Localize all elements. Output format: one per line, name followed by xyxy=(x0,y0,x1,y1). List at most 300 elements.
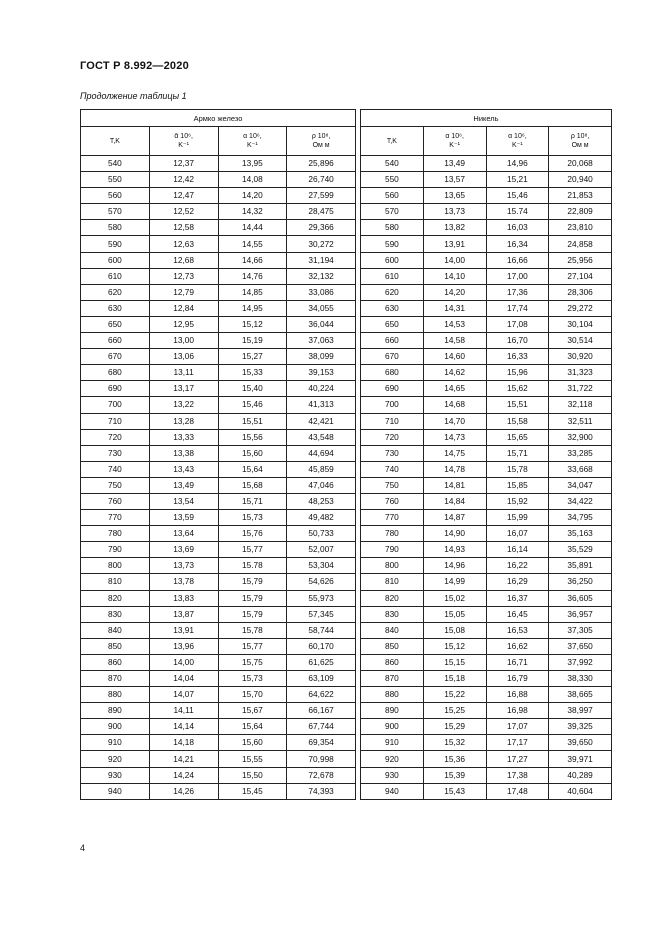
table-cell: 38,665 xyxy=(549,687,612,703)
table-row xyxy=(361,638,612,654)
table-cell: 16,98 xyxy=(486,703,549,719)
table-row xyxy=(361,365,612,381)
table-cell: 14,76 xyxy=(218,268,287,284)
table-cell: 15,78 xyxy=(486,461,549,477)
table-cell: 13,73 xyxy=(423,204,486,220)
table-cell: 580 xyxy=(361,220,424,236)
table-cell: 770 xyxy=(81,510,150,526)
table-cell: 13,91 xyxy=(423,236,486,252)
table-cell: 14,65 xyxy=(423,381,486,397)
table-cell: 890 xyxy=(361,703,424,719)
table-cell: 15,39 xyxy=(423,767,486,783)
table-cell: 880 xyxy=(81,687,150,703)
table-cell: 920 xyxy=(361,751,424,767)
table-row xyxy=(81,510,356,526)
table-cell: 600 xyxy=(361,252,424,268)
table-row xyxy=(361,252,612,268)
column-header-unit: K⁻¹ xyxy=(449,142,460,149)
table-cell: 12,73 xyxy=(149,268,218,284)
table-cell: 790 xyxy=(81,542,150,558)
column-header-unit: Ом м xyxy=(312,142,330,149)
table-caption: Продолжение таблицы 1 xyxy=(80,91,187,101)
table-cell: 14,78 xyxy=(423,461,486,477)
table-cell: 14,66 xyxy=(218,252,287,268)
table-row xyxy=(81,493,356,509)
table-cell: 15,71 xyxy=(218,493,287,509)
table-row xyxy=(81,268,356,284)
table-row xyxy=(361,429,612,445)
column-header xyxy=(287,127,356,156)
table-cell: 620 xyxy=(81,284,150,300)
table-row xyxy=(81,638,356,654)
table-cell: 16,71 xyxy=(486,654,549,670)
table-cell: 14,44 xyxy=(218,220,287,236)
table-cell: 34,795 xyxy=(549,510,612,526)
table-cell: 64,622 xyxy=(287,687,356,703)
table-cell: 42,421 xyxy=(287,413,356,429)
table-cell: 37,992 xyxy=(549,654,612,670)
table-cell: 750 xyxy=(81,477,150,493)
table-cell: 830 xyxy=(81,606,150,622)
table-row xyxy=(81,300,356,316)
table-cell: 16,62 xyxy=(486,638,549,654)
table-cell: 14,58 xyxy=(423,333,486,349)
table-row xyxy=(81,461,356,477)
table-row xyxy=(81,735,356,751)
table-cell: 32,511 xyxy=(549,413,612,429)
table-cell: 13,49 xyxy=(149,477,218,493)
table-cell: 15,71 xyxy=(486,445,549,461)
table-cell: 34,422 xyxy=(549,493,612,509)
table-cell: 15,29 xyxy=(423,719,486,735)
table-row xyxy=(81,349,356,365)
table-cell: 940 xyxy=(361,783,424,799)
table-cell: 820 xyxy=(81,590,150,606)
table-row xyxy=(361,493,612,509)
table-cell: 15,22 xyxy=(423,687,486,703)
table-cell: 14,10 xyxy=(423,268,486,284)
table-cell: 12,79 xyxy=(149,284,218,300)
table-cell: 840 xyxy=(81,622,150,638)
column-header-unit: Ом м xyxy=(571,142,589,149)
table-cell: 15,18 xyxy=(423,671,486,687)
table-row xyxy=(81,445,356,461)
column-header xyxy=(81,127,150,156)
table-cell: 27,599 xyxy=(287,188,356,204)
document-title: ГОСТ Р 8.992—2020 xyxy=(80,60,189,72)
table-cell: 570 xyxy=(81,204,150,220)
table-cell: 39,971 xyxy=(549,751,612,767)
table-cell: 66,167 xyxy=(287,703,356,719)
table-cell: 14,14 xyxy=(149,719,218,735)
table-cell: 38,099 xyxy=(287,349,356,365)
table-cell: 610 xyxy=(361,268,424,284)
table-cell: 27,104 xyxy=(549,268,612,284)
group-header-nickel: Никель xyxy=(361,110,612,127)
table-cell: 700 xyxy=(361,397,424,413)
table-row xyxy=(361,284,612,300)
table-cell: 15,15 xyxy=(423,654,486,670)
table-cell: 15,60 xyxy=(218,735,287,751)
column-header-unit: K⁻¹ xyxy=(178,142,189,149)
table-cell: 13,64 xyxy=(149,526,218,542)
table-cell: 12,52 xyxy=(149,204,218,220)
table-cell: 50,733 xyxy=(287,526,356,542)
table-cell: 14,21 xyxy=(149,751,218,767)
table-cell: 13,49 xyxy=(423,156,486,172)
table-cell: 47,046 xyxy=(287,477,356,493)
column-header-line: T,K xyxy=(386,137,397,145)
table-cell: 830 xyxy=(361,606,424,622)
table-cell: 45,859 xyxy=(287,461,356,477)
table-cell: 550 xyxy=(361,172,424,188)
table-cell: 52,007 xyxy=(287,542,356,558)
table-cell: 14,96 xyxy=(486,156,549,172)
table-cell: 36,957 xyxy=(549,606,612,622)
table-cell: 710 xyxy=(361,413,424,429)
table-cell: 30,514 xyxy=(549,333,612,349)
table-cell: 16,37 xyxy=(486,590,549,606)
table-cell: 870 xyxy=(81,671,150,687)
table-cell: 750 xyxy=(361,477,424,493)
column-header-line: α 10⁶, xyxy=(508,133,527,140)
table-cell: 29,272 xyxy=(549,300,612,316)
table-row xyxy=(81,252,356,268)
column-header-line: α 10⁶, xyxy=(445,133,464,140)
table-cell: 12,63 xyxy=(149,236,218,252)
table-cell: 22,809 xyxy=(549,204,612,220)
table-cell: 15,51 xyxy=(218,413,287,429)
table-cell: 13,54 xyxy=(149,493,218,509)
table-cell: 69,354 xyxy=(287,735,356,751)
table-cell: 33,086 xyxy=(287,284,356,300)
table-row xyxy=(81,172,356,188)
table-cell: 17,00 xyxy=(486,268,549,284)
table-cell: 15.78 xyxy=(218,558,287,574)
table-cell: 560 xyxy=(361,188,424,204)
table-cell: 770 xyxy=(361,510,424,526)
table-cell: 13,69 xyxy=(149,542,218,558)
table-row xyxy=(81,333,356,349)
table-row xyxy=(361,590,612,606)
table-cell: 15,92 xyxy=(486,493,549,509)
table-cell: 15,05 xyxy=(423,606,486,622)
table-cell: 36,605 xyxy=(549,590,612,606)
table-row xyxy=(361,671,612,687)
table-cell: 14,24 xyxy=(149,767,218,783)
table-cell: 15,51 xyxy=(486,397,549,413)
table-row xyxy=(361,687,612,703)
table-cell: 720 xyxy=(361,429,424,445)
column-header xyxy=(361,127,424,156)
table-cell: 35,529 xyxy=(549,542,612,558)
table-cell: 14,95 xyxy=(218,300,287,316)
table-cell: 13,28 xyxy=(149,413,218,429)
table-cell: 13,57 xyxy=(423,172,486,188)
table-cell: 15,33 xyxy=(218,365,287,381)
table-cell: 930 xyxy=(361,767,424,783)
table-cell: 32,132 xyxy=(287,268,356,284)
table-cell: 16,70 xyxy=(486,333,549,349)
table-cell: 38,330 xyxy=(549,671,612,687)
table-cell: 15,75 xyxy=(218,654,287,670)
table-row xyxy=(361,622,612,638)
table-cell: 15,50 xyxy=(218,767,287,783)
table-nickel xyxy=(360,109,612,800)
table-cell: 15,64 xyxy=(218,719,287,735)
table-cell: 17,17 xyxy=(486,735,549,751)
table-cell: 14,60 xyxy=(423,349,486,365)
table-armco-iron xyxy=(80,109,356,800)
table-cell: 12,47 xyxy=(149,188,218,204)
table-row xyxy=(81,316,356,332)
table-cell: 900 xyxy=(81,719,150,735)
table-cell: 14,87 xyxy=(423,510,486,526)
table-cell: 40,224 xyxy=(287,381,356,397)
table-row xyxy=(361,188,612,204)
table-cell: 15,45 xyxy=(218,783,287,799)
table-row xyxy=(361,542,612,558)
table-cell: 13,00 xyxy=(149,333,218,349)
table-cell: 13,33 xyxy=(149,429,218,445)
table-cell: 24,858 xyxy=(549,236,612,252)
table-cell: 740 xyxy=(361,461,424,477)
table-row xyxy=(361,445,612,461)
table-cell: 14,04 xyxy=(149,671,218,687)
table-cell: 15,85 xyxy=(486,477,549,493)
table-row xyxy=(361,268,612,284)
table-cell: 12,42 xyxy=(149,172,218,188)
table-row xyxy=(361,316,612,332)
table-cell: 650 xyxy=(361,316,424,332)
table-cell: 15,62 xyxy=(486,381,549,397)
table-cell: 17,38 xyxy=(486,767,549,783)
table-cell: 67,744 xyxy=(287,719,356,735)
table-row xyxy=(361,558,612,574)
table-row xyxy=(361,526,612,542)
table-cell: 14,81 xyxy=(423,477,486,493)
table-cell: 14,00 xyxy=(423,252,486,268)
table-cell: 15,77 xyxy=(218,542,287,558)
column-header-unit: K⁻¹ xyxy=(247,142,258,149)
table-cell: 32,118 xyxy=(549,397,612,413)
table-cell: 23,810 xyxy=(549,220,612,236)
table-row xyxy=(361,783,612,799)
table-cell: 14,00 xyxy=(149,654,218,670)
table-cell: 15,78 xyxy=(218,622,287,638)
table-cell: 58,744 xyxy=(287,622,356,638)
column-header xyxy=(218,127,287,156)
table-cell: 12,58 xyxy=(149,220,218,236)
table-cell: 20,068 xyxy=(549,156,612,172)
table-cell: 14,99 xyxy=(423,574,486,590)
table-row xyxy=(81,751,356,767)
table-cell: 37,063 xyxy=(287,333,356,349)
table-cell: 16,07 xyxy=(486,526,549,542)
table-row xyxy=(81,397,356,413)
table-cell: 17,74 xyxy=(486,300,549,316)
table-cell: 13,43 xyxy=(149,461,218,477)
table-cell: 740 xyxy=(81,461,150,477)
table-cell: 710 xyxy=(81,413,150,429)
table-cell: 14,73 xyxy=(423,429,486,445)
table-row xyxy=(81,719,356,735)
table-cell: 15,46 xyxy=(218,397,287,413)
table-cell: 13,22 xyxy=(149,397,218,413)
table-cell: 53,304 xyxy=(287,558,356,574)
table-cell: 840 xyxy=(361,622,424,638)
table-cell: 16,22 xyxy=(486,558,549,574)
table-cell: 15,27 xyxy=(218,349,287,365)
table-cell: 670 xyxy=(81,349,150,365)
table-row xyxy=(81,687,356,703)
table-cell: 14,31 xyxy=(423,300,486,316)
table-row xyxy=(81,767,356,783)
table-row xyxy=(361,300,612,316)
table-row xyxy=(361,172,612,188)
column-header-row xyxy=(361,127,612,156)
table-cell: 15,58 xyxy=(486,413,549,429)
table-cell: 660 xyxy=(361,333,424,349)
table-cell: 40,289 xyxy=(549,767,612,783)
table-cell: 16,79 xyxy=(486,671,549,687)
table-cell: 55,973 xyxy=(287,590,356,606)
table-cell: 61,625 xyxy=(287,654,356,670)
table-cell: 540 xyxy=(81,156,150,172)
table-cell: 13,59 xyxy=(149,510,218,526)
table-cell: 14,08 xyxy=(218,172,287,188)
table-cell: 13,73 xyxy=(149,558,218,574)
table-cell: 15,67 xyxy=(218,703,287,719)
table-cell: 12,95 xyxy=(149,316,218,332)
table-cell: 14,26 xyxy=(149,783,218,799)
column-header-row xyxy=(81,127,356,156)
table-cell: 13,82 xyxy=(423,220,486,236)
table-row xyxy=(81,381,356,397)
table-cell: 630 xyxy=(361,300,424,316)
table-cell: 16,03 xyxy=(486,220,549,236)
table-row xyxy=(81,783,356,799)
table-cell: 15,76 xyxy=(218,526,287,542)
table-cell: 15,77 xyxy=(218,638,287,654)
tables-container xyxy=(80,109,612,800)
table-cell: 890 xyxy=(81,703,150,719)
table-cell: 13,38 xyxy=(149,445,218,461)
table-row xyxy=(361,349,612,365)
table-row xyxy=(81,365,356,381)
table-row xyxy=(81,284,356,300)
table-cell: 810 xyxy=(361,574,424,590)
table-cell: 28,306 xyxy=(549,284,612,300)
table-cell: 730 xyxy=(81,445,150,461)
table-cell: 17,48 xyxy=(486,783,549,799)
table-body xyxy=(81,156,356,800)
table-row xyxy=(361,767,612,783)
table-row xyxy=(361,735,612,751)
table-row xyxy=(81,574,356,590)
table-cell: 13,83 xyxy=(149,590,218,606)
table-cell: 40,604 xyxy=(549,783,612,799)
table-cell: 15,64 xyxy=(218,461,287,477)
table-row xyxy=(81,220,356,236)
table-cell: 15,32 xyxy=(423,735,486,751)
column-header-line: ᾱ 10⁶, xyxy=(174,133,193,140)
table-cell: 850 xyxy=(361,638,424,654)
table-cell: 13,96 xyxy=(149,638,218,654)
table-row xyxy=(81,413,356,429)
page-number: 4 xyxy=(80,843,86,853)
table-cell: 590 xyxy=(361,236,424,252)
table-cell: 39,650 xyxy=(549,735,612,751)
table-cell: 650 xyxy=(81,316,150,332)
table-cell: 14,55 xyxy=(218,236,287,252)
table-cell: 70,998 xyxy=(287,751,356,767)
table-cell: 800 xyxy=(361,558,424,574)
table-cell: 15,12 xyxy=(423,638,486,654)
table-cell: 37,305 xyxy=(549,622,612,638)
table-cell: 560 xyxy=(81,188,150,204)
table-cell: 13,06 xyxy=(149,349,218,365)
table-row xyxy=(81,703,356,719)
group-header-armco-iron: Армко железо xyxy=(81,110,356,127)
table-cell: 680 xyxy=(81,365,150,381)
table-cell: 30,104 xyxy=(549,316,612,332)
table-row xyxy=(361,510,612,526)
table-cell: 36,044 xyxy=(287,316,356,332)
table-cell: 13,87 xyxy=(149,606,218,622)
table-row xyxy=(361,751,612,767)
table-cell: 32,900 xyxy=(549,429,612,445)
table-row xyxy=(361,381,612,397)
table-row xyxy=(361,333,612,349)
table-cell: 15,79 xyxy=(218,606,287,622)
table-cell: 26,740 xyxy=(287,172,356,188)
table-cell: 25,896 xyxy=(287,156,356,172)
column-header-line: ρ 10⁸, xyxy=(570,133,590,140)
table-row xyxy=(81,188,356,204)
table-cell: 16,34 xyxy=(486,236,549,252)
table-cell: 14,68 xyxy=(423,397,486,413)
table-row xyxy=(361,156,612,172)
table-cell: 15,36 xyxy=(423,751,486,767)
table-cell: 13,95 xyxy=(218,156,287,172)
table-row xyxy=(81,590,356,606)
table-cell: 540 xyxy=(361,156,424,172)
table-row xyxy=(81,236,356,252)
table-row xyxy=(361,397,612,413)
table-cell: 590 xyxy=(81,236,150,252)
table-cell: 39,325 xyxy=(549,719,612,735)
table-cell: 34,047 xyxy=(549,477,612,493)
table-cell: 12,37 xyxy=(149,156,218,172)
table-cell: 790 xyxy=(361,542,424,558)
table-cell: 13,78 xyxy=(149,574,218,590)
table-cell: 21,853 xyxy=(549,188,612,204)
table-cell: 630 xyxy=(81,300,150,316)
table-cell: 15,46 xyxy=(486,188,549,204)
table-cell: 28,475 xyxy=(287,204,356,220)
table-cell: 15,73 xyxy=(218,671,287,687)
table-cell: 14,32 xyxy=(218,204,287,220)
table-cell: 17,08 xyxy=(486,316,549,332)
table-cell: 15,55 xyxy=(218,751,287,767)
table-cell: 910 xyxy=(81,735,150,751)
table-cell: 940 xyxy=(81,783,150,799)
table-cell: 16,53 xyxy=(486,622,549,638)
table-cell: 880 xyxy=(361,687,424,703)
column-header xyxy=(486,127,549,156)
table-cell: 870 xyxy=(361,671,424,687)
